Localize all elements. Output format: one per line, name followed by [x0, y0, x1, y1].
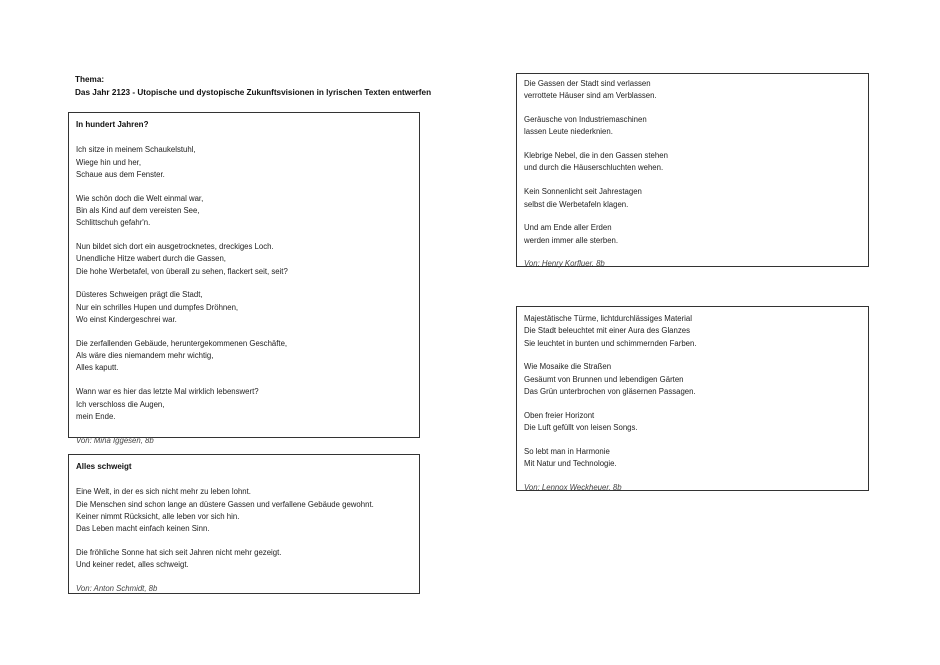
- poem-line: Gesäumt von Brunnen und lebendigen Gärten: [524, 374, 684, 384]
- poem-line: Und keiner redet, alles schweigt.: [76, 560, 189, 570]
- poem-stanza: [76, 144, 412, 181]
- poem-line: Geräusche von Industriemaschinen: [524, 115, 647, 125]
- poem-stanza: [76, 338, 412, 375]
- poem-stanza: [76, 547, 412, 572]
- poem-line: Schlittschuh gefahr'n.: [76, 218, 151, 228]
- poem-stanza: [524, 222, 861, 247]
- poem-stanza: [76, 386, 412, 423]
- poem-line: Wie Mosaike die Straßen: [524, 362, 612, 372]
- poem-line: Das Leben macht einfach keinen Sinn.: [76, 524, 210, 534]
- poem-line: Die Stadt beleuchtet mit einer Aura des Glanzes: [524, 326, 690, 336]
- topic-title: Das Jahr 2123 - Utopische und dystopische Zukunftsvisionen in lyrischen Texten entwerfen: [75, 87, 432, 97]
- poem-stanza: [524, 446, 861, 471]
- poem-line: verrottete Häuser sind am Verblassen.: [524, 91, 657, 101]
- worksheet-header: [75, 74, 431, 99]
- poem-line: Alles kaputt.: [76, 363, 119, 373]
- poem-box: [68, 112, 420, 445]
- poem-line: Ich verschloss die Augen,: [76, 399, 165, 409]
- poem-line: Die fröhliche Sonne hat sich seit Jahren nicht mehr gezeigt.: [76, 547, 282, 557]
- poem-line: Ich sitze in meinem Schaukelstuhl,: [76, 145, 196, 155]
- poem-title: Alles schweigt: [76, 462, 132, 471]
- poem-line: Wiege hin und her,: [76, 157, 142, 167]
- poem-line: Die Gassen der Stadt sind verlassen: [524, 79, 651, 88]
- poem-stanza: [524, 361, 861, 398]
- poem-line: selbst die Werbetafeln klagen.: [524, 199, 629, 209]
- poem-stanza: [524, 410, 861, 435]
- poem-line: und durch die Häuserschluchten wehen.: [524, 163, 664, 173]
- poem-author: Von: Anton Schmidt, 8b: [76, 584, 158, 594]
- poem-line: Keiner nimmt Rücksicht, alle leben vor sich hin.: [76, 511, 240, 521]
- poem-stanza: [524, 150, 861, 175]
- poem-line: Nun bildet sich dort ein ausgetrocknetes, dreckiges Loch.: [76, 242, 274, 252]
- poem-line: Unendliche Hitze wabert durch die Gassen,: [76, 254, 226, 264]
- poem-line: Bin als Kind auf dem vereisten See,: [76, 205, 200, 215]
- poem-stanza: [76, 289, 412, 326]
- poem-line: Die Menschen sind schon lange an düstere Gassen und verfallene Gebäude gewohnt.: [76, 499, 374, 509]
- poem-line: Mit Natur und Technologie.: [524, 459, 617, 469]
- poem-author: Von: Henry Korfluer, 8b: [524, 259, 605, 269]
- poem-line: Nur ein schrilles Hupen und dumpfes Dröhnen,: [76, 302, 239, 312]
- poem-stanza: [76, 193, 412, 230]
- poem-stanza: [524, 186, 861, 211]
- poem-line: Die zerfallenden Gebäude, heruntergekommenen Geschäfte,: [76, 338, 288, 348]
- poem-stanza: [524, 313, 861, 350]
- poem-line: So lebt man in Harmonie: [524, 446, 610, 456]
- topic-label: Thema:: [75, 75, 105, 84]
- poem-box: [516, 306, 869, 491]
- poem-line: Kein Sonnenlicht seit Jahrestagen: [524, 187, 642, 197]
- poem-line: Schaue aus dem Fenster.: [76, 169, 165, 179]
- poem-line: Als wäre dies niemandem mehr wichtig,: [76, 351, 214, 361]
- poem-box: [68, 454, 420, 594]
- poem-line: Wie schön doch die Welt einmal war,: [76, 193, 204, 203]
- poem-stanza: [76, 241, 412, 278]
- poem-author: Von: Lennox Weckheuer, 8b: [524, 482, 622, 492]
- poem-line: Düsteres Schweigen prägt die Stadt,: [76, 290, 203, 300]
- poem-line: mein Ende.: [76, 411, 116, 421]
- poem-stanza: [524, 78, 861, 103]
- poem-line: Oben freier Horizont: [524, 410, 595, 420]
- poem-line: Sie leuchtet in bunten und schimmernden Farben.: [524, 338, 697, 348]
- poem-stanza: [76, 486, 412, 535]
- poem-line: werden immer alle sterben.: [524, 235, 619, 245]
- poem-line: Das Grün unterbrochen von gläsernen Passagen.: [524, 386, 696, 396]
- poem-stanza: [524, 114, 861, 139]
- poem-line: Die hohe Werbetafel, von überall zu sehen, flackert seit, seit?: [76, 266, 288, 276]
- poem-line: lassen Leute niederknien.: [524, 127, 613, 137]
- poem-line: Majestätische Türme, lichtdurchlässiges Material: [524, 314, 692, 323]
- poem-title: In hundert Jahren?: [76, 120, 149, 129]
- poem-line: Die Luft gefüllt von leisen Songs.: [524, 423, 638, 433]
- poem-line: Wann war es hier das letzte Mal wirklich lebenswert?: [76, 387, 259, 397]
- poem-box: [516, 73, 869, 267]
- poem-line: Klebrige Nebel, die in den Gassen stehen: [524, 151, 668, 161]
- poem-author: Von: Mina Iggesen, 8b: [76, 435, 154, 445]
- poem-line: Und am Ende aller Erden: [524, 223, 612, 233]
- poem-line: Eine Welt, in der es sich nicht mehr zu leben lohnt.: [76, 487, 251, 497]
- poem-line: Wo einst Kindergeschrei war.: [76, 315, 177, 325]
